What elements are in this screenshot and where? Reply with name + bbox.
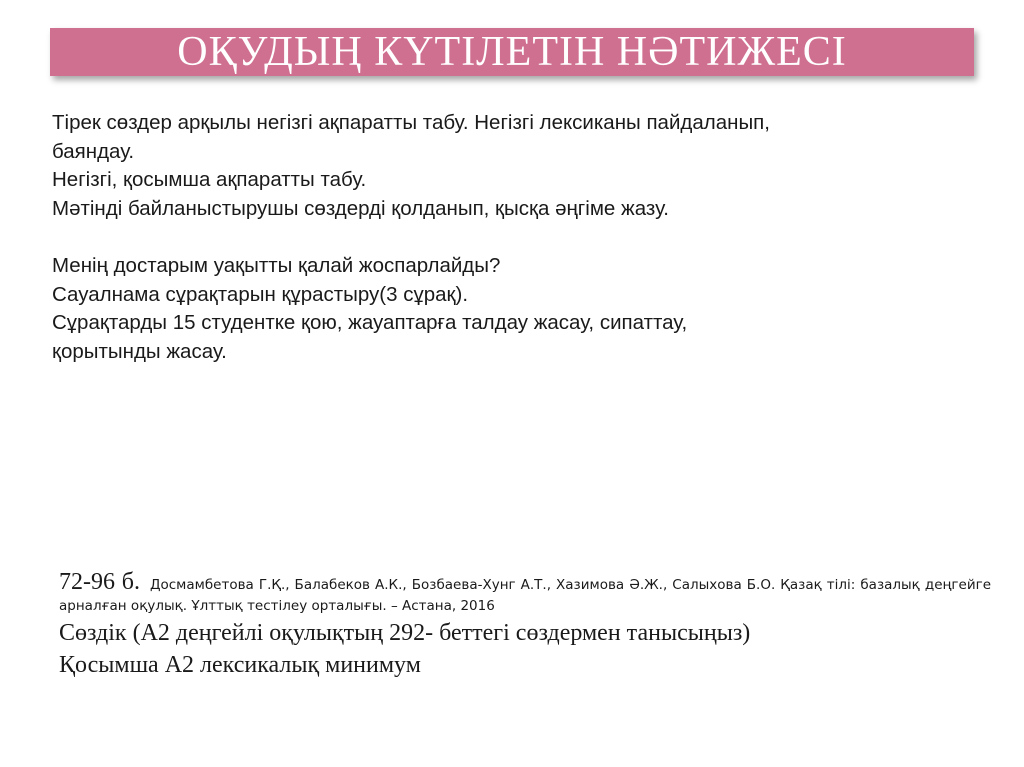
task-line: Сауалнама сұрақтарын құрастыру(3 сұрақ). <box>52 282 469 306</box>
title-banner <box>50 28 974 76</box>
task-line: Сұрақтарды 15 студентке қою, жауаптарға талдау жасау, сипаттау, <box>52 311 688 335</box>
outcome-line: баяндау. <box>52 139 135 163</box>
page-title: ОҚУДЫҢ КҮТІЛЕТІН НӘТИЖЕСІ <box>177 29 847 75</box>
references <box>59 569 991 681</box>
vocabulary-note: Сөздік (А2 деңгейлі оқулықтың 292- беттегі сөздермен танысыңыз) <box>59 620 751 646</box>
task-line: Менің достарым уақытты қалай жоспарлайды? <box>52 253 501 277</box>
reference-citation: Досмамбетова Г.Қ., Балабеков А.К., Бозбаева-Хунг А.Т., Хазимова Ә.Ж., Салыхова Б.О. Қазақ тілі: базалық деңгейге арналған оқулық. Ұлттық тестілеу орталығы. – Астана, 2016 <box>59 577 991 614</box>
task-line: қорытынды жасау. <box>52 339 227 363</box>
learning-outcomes <box>52 109 982 366</box>
outcome-line: Тірек сөздер арқылы негізгі ақпаратты табу. Негізгі лексиканы пайдаланып, <box>52 111 770 134</box>
reference-pages: 72-96 б. <box>59 569 140 595</box>
reference-citation-block <box>59 569 991 617</box>
additional-note: Қосымша А2 лексикалық минимум <box>59 652 421 678</box>
outcome-line: Негізгі, қосымша ақпаратты табу. <box>52 168 367 192</box>
paragraph-spacer <box>52 223 982 252</box>
outcome-line: Мәтінді байланыстырушы сөздерді қолданып, қысқа әңгіме жазу. <box>52 196 669 220</box>
